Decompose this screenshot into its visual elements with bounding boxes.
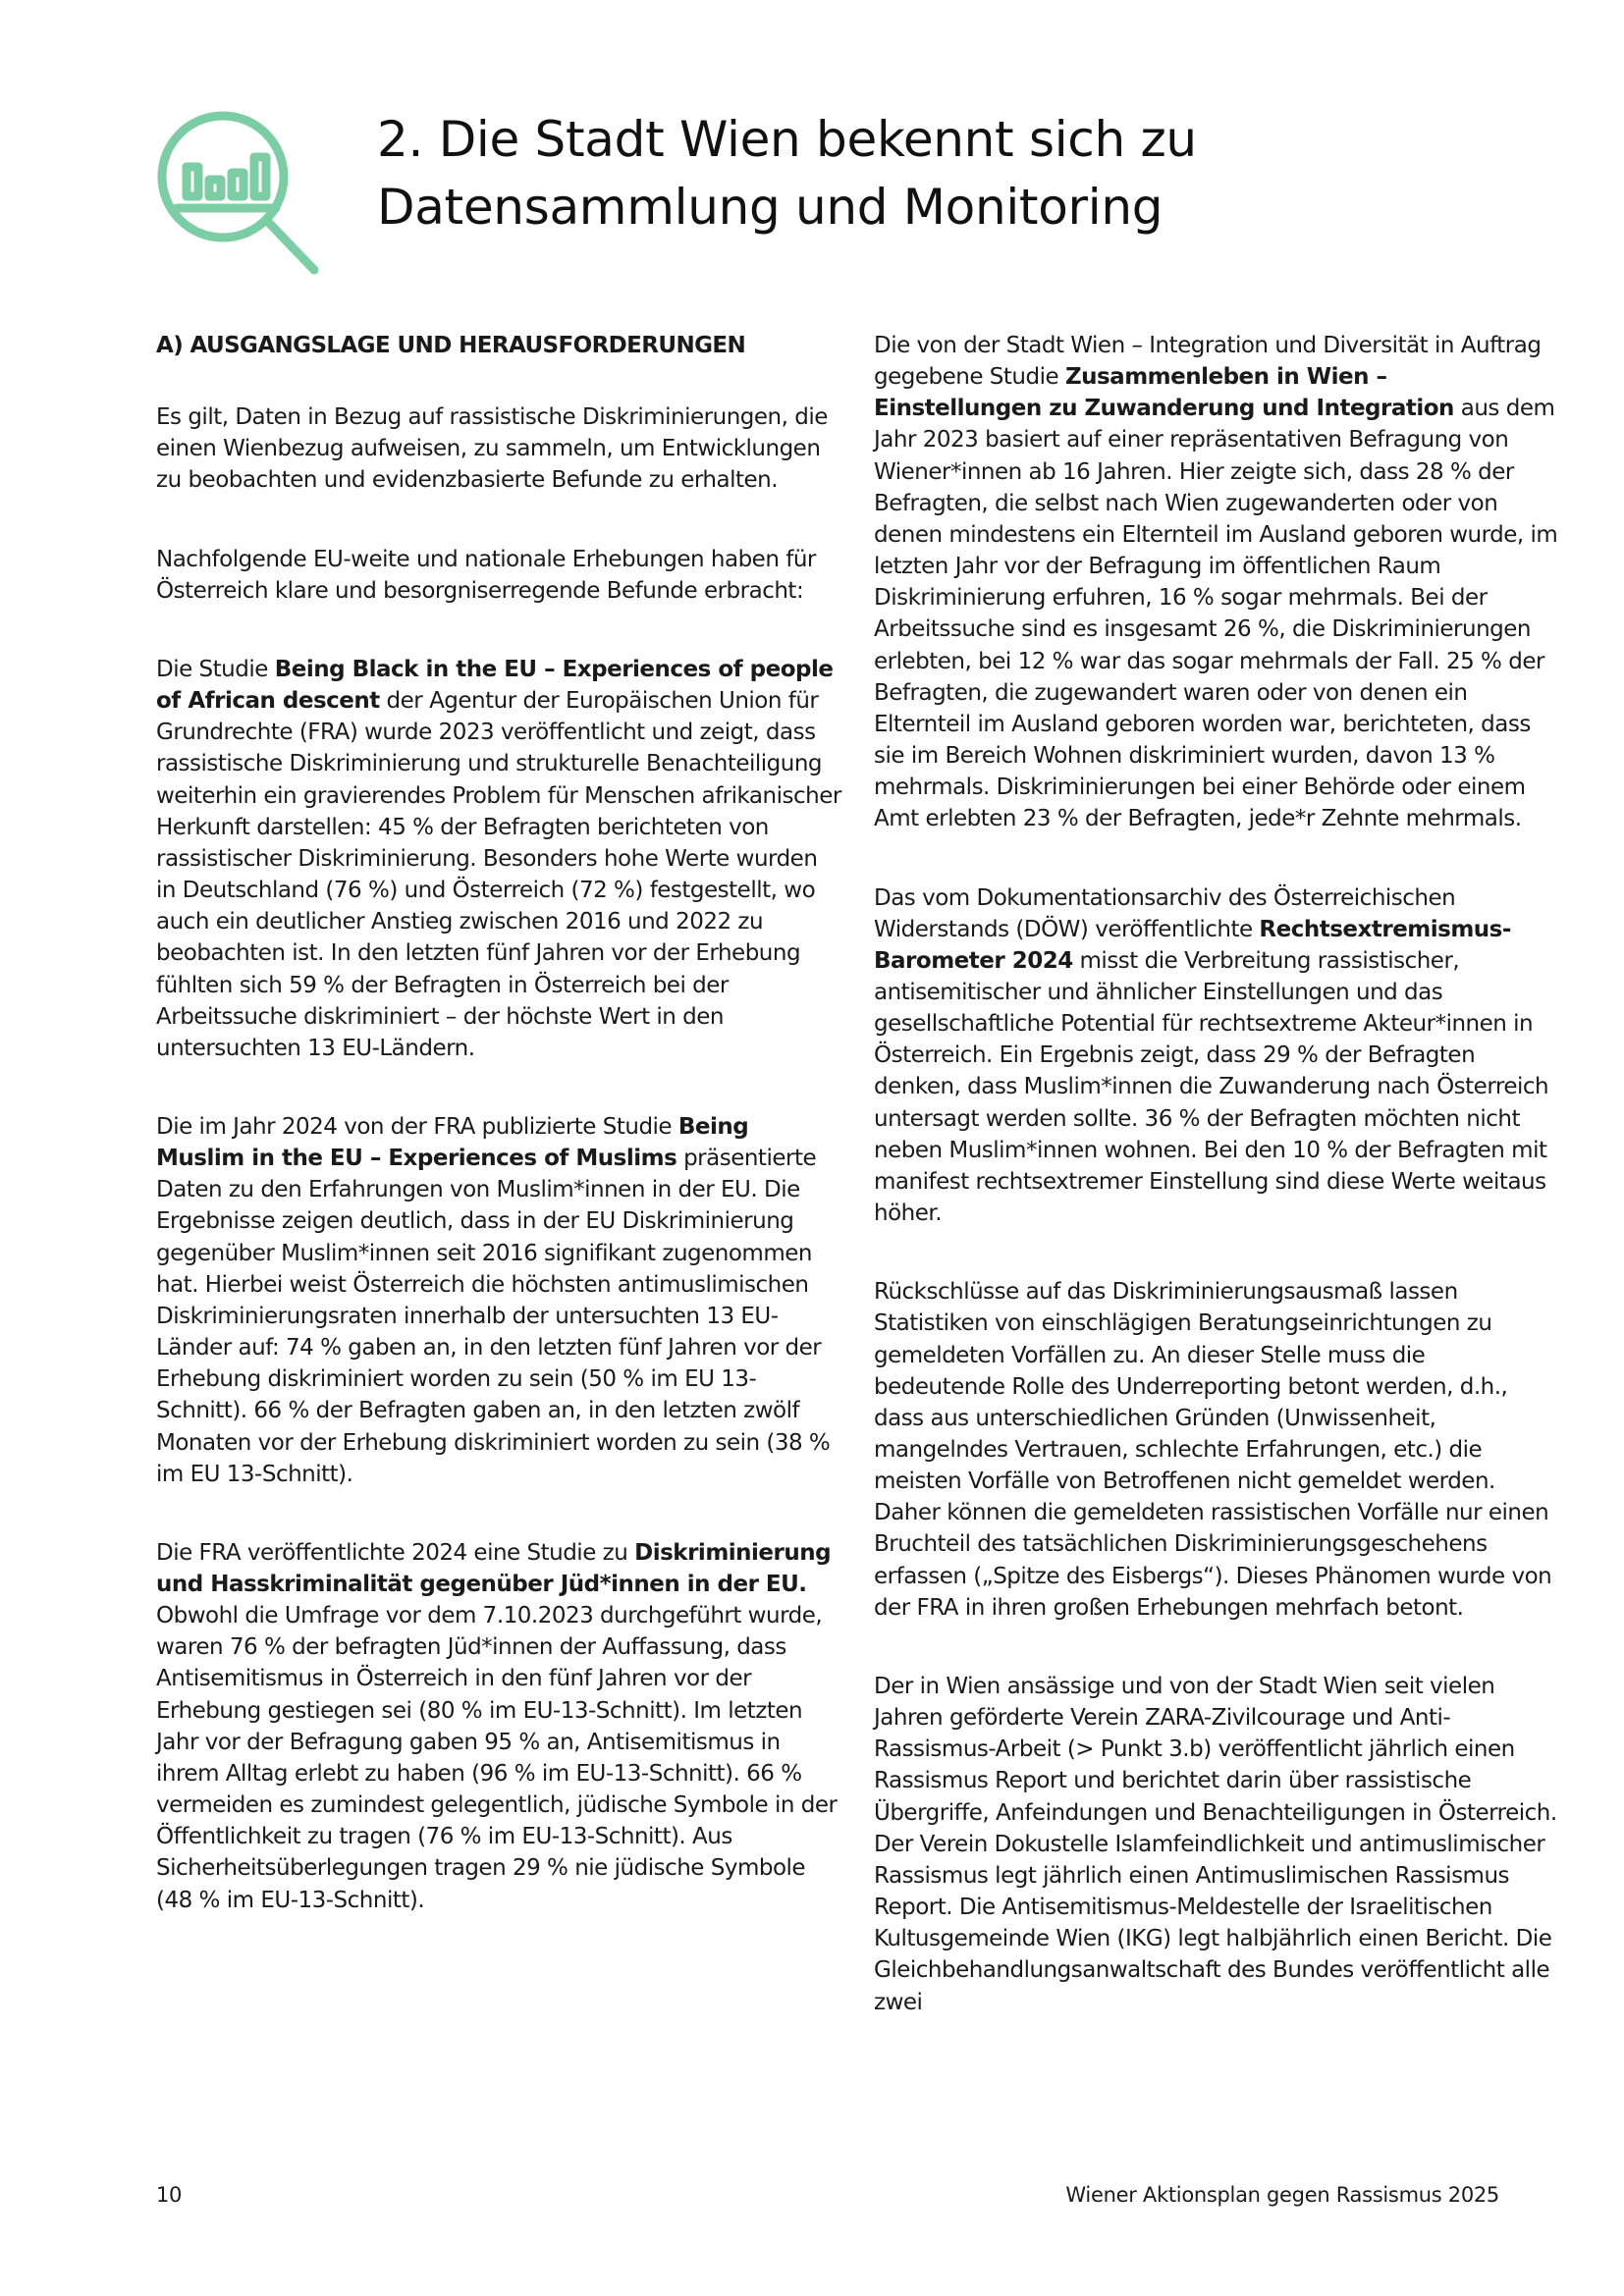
page-title-line-2: Datensammlung und Monitoring <box>377 179 1164 236</box>
magnifier-bar-chart-icon <box>152 108 329 285</box>
paragraph-underreporting: Rückschlüsse auf das Diskriminierungsausmaß lassen Statistiken von einschlägigen Beratungseinrichtungen zu gemeldeten Vorfällen zu. An dieser Stelle muss die bedeutende Rolle des Underreporting betont werden, d.h., dass aus unterschiedlichen Gründen (Unwissenheit, mangelndes Vertrauen, schlechte Erfahrungen, etc.) die meisten Vorfälle von Betroffenen nicht gemeldet werden. Daher können die gemeldeten rassistischen Vorfälle nur einen Bruchteil des tatsächlichen Diskriminierungsgeschehens erfassen („Spitze des Eisbergs“). Dieses Phänomen wurde von der FRA in ihren großen Erhebungen mehrfach betont. <box>874 1279 1552 1621</box>
right-column <box>874 330 1561 2050</box>
section-heading: A) AUSGANGSLAGE UND HERAUSFORDERUNGEN <box>156 333 746 358</box>
left-column <box>156 330 843 1948</box>
study-title-rechtsextremismus: Rechtsextremismus-Barometer 2024 <box>874 916 1511 974</box>
page-title <box>377 106 1506 241</box>
paragraph-zusammenleben: Die von der Stadt Wien – Integration und Diversität in Auftrag gegebene Studie Zusammenleben in Wien – Einstellungen zu Zuwanderung und Integration aus dem Jahr 2023 basiert auf einer repräsentativen Befragung von Wiener*innen ab 16 Jahren. Hier zeigte sich, dass 28 % der Befragten, die selbst nach Wien zugewanderten oder von denen mindestens ein Elternteil im Ausland geboren wurde, im letzten Jahr vor der Befragung im öffentlichen Raum Diskriminierung erfuhren, 16 % sogar mehrmals. Bei der Arbeitssuche sind es insgesamt 26 %, die Diskriminierungen erlebten, bei 12 % war das sogar mehrmals der Fall. 25 % der Befragten, die zugewandert waren oder von denen ein Elternteil im Ausland geboren worden war, berichteten, dass sie im Bereich Wohnen diskriminiert wurden, davon 13 % mehrmals. Diskriminierungen bei einer Behörde oder einem Amt erlebten 23 % der Befragten, jede*r Zehnte mehrmals. <box>874 333 1558 832</box>
page-title-line-1: 2. Die Stadt Wien bekennt sich zu <box>377 111 1197 168</box>
study-title-antisemitism: Diskriminierung und Hasskriminalität gegenüber Jüd*innen in der EU. <box>156 1539 832 1597</box>
publication-title: Wiener Aktionsplan gegen Rassismus 2025 <box>1065 2183 1499 2207</box>
paragraph-antisemitism: Die FRA veröffentlichte 2024 eine Studie zu Diskriminierung und Hasskriminalität gegenüber Jüd*innen in der EU. Obwohl die Umfrage vor dem 7.10.2023 durchgeführt wurde, waren 76 % der befragten Jüd*innen der Auffassung, dass Antisemitismus in Österreich in den fünf Jahren vor der Erhebung gestiegen sei (80 % im EU-13-Schnitt). Im letzten Jahr vor der Befragung gaben 95 % an, Antisemitismus in ihrem Alltag erlebt zu haben (96 % im EU-13-Schnitt). 66 % vermeiden es zumindest gelegentlich, jüdische Symbole in der Öffentlichkeit zu tragen (76 % im EU-13-Schnitt). Aus Sicherheitsüberlegungen tragen 29 % nie jüdische Symbole (48 % im EU-13-Schnitt). <box>156 1539 838 1913</box>
study-title-being-muslim: Being Muslim in the EU – Experiences of Muslims <box>156 1113 749 1172</box>
paragraph-rechtsextremismus: Das vom Dokumentationsarchiv des Österreichischen Widerstands (DÖW) veröffentlichte Rechtsextremismus-Barometer 2024 misst die Verbreitung rassistischer, antisemitischer und ähnlicher Einstellungen und das gesellschaftliche Potential für rechtsextreme Akteur*innen in Österreich. Ein Ergebnis zeigt, dass 29 % der Befragten denken, dass Muslim*innen die Zuwanderung nach Österreich untersagt werden sollte. 36 % der Befragten möchten nicht neben Muslim*innen wohnen. Bei den 10 % der Befragten mit manifest rechtsextremer Einstellung sind diese Werte weitaus höher. <box>874 884 1549 1227</box>
paragraph-being-black: Die Studie Being Black in the EU – Experiences of people of African descent der Agentur der Europäischen Union für Grundrechte (FRA) wurde 2023 veröffentlicht und zeigt, dass rassistische Diskriminierung und strukturelle Benachteiligung weiterhin ein gravierendes Problem für Menschen afrikanischer Herkunft darstellen: 45 % der Befragten berichteten von rassistischer Diskriminierung. Besonders hohe Werte wurden in Deutschland (76 %) und Österreich (72 %) festgestellt, wo auch ein deutlicher Anstieg zwischen 2016 und 2022 zu beobachten ist. In den letzten fünf Jahren vor der Erhebung fühlten sich 59 % der Befragten in Österreich bei der Arbeitssuche diskriminiert – der höchste Wert in den untersuchten 13 EU-Ländern. <box>156 656 841 1061</box>
paragraph-surveys: Nachfolgende EU-weite und nationale Erhebungen haben für Österreich klare und besorgniserregende Befunde erbracht: <box>156 546 816 604</box>
page-number: 10 <box>156 2183 183 2207</box>
study-title-zusammenleben: Zusammenleben in Wien – Einstellungen zu Zuwanderung und Integration <box>874 364 1454 422</box>
study-title-being-black: Being Black in the EU – Experiences of people of African descent <box>156 656 834 715</box>
paragraph-reports: Der in Wien ansässige und von der Stadt Wien seit vielen Jahren geförderte Verein ZARA-Zivilcourage und Anti-Rassismus-Arbeit (> Punkt 3.b) veröffentlicht jährlich einen Rassismus Report und berichtet darin über rassistische Übergriffe, Anfeindungen und Benachteiligungen in Österreich. Der Verein Dokustelle Islamfeindlichkeit und antimuslimischer Rassismus legt jährlich einen Antimuslimischen Rassismus Report. Die Antisemitismus-Meldestelle der Israelitischen Kultusgemeinde Wien (IKG) legt halbjährlich einen Bericht. Die Gleichbehandlungsanwaltschaft des Bundes veröffentlicht alle zwei <box>874 1673 1557 2015</box>
paragraph-being-muslim: Die im Jahr 2024 von der FRA publizierte Studie Being Muslim in the EU – Experiences of Muslims präsentierte Daten zu den Erfahrungen von Muslim*innen in der EU. Die Ergebnisse zeigen deutlich, dass in der EU Diskriminierung gegenüber Muslim*innen seit 2016 signifikant zugenommen hat. Hierbei weist Österreich die höchsten antimuslimischen Diskriminierungsraten innerhalb der untersuchten 13 EU-Länder auf: 74 % gaben an, in den letzten fünf Jahren vor der Erhebung diskriminiert worden zu sein (50 % im EU 13-Schnitt). 66 % der Befragten gaben an, in den letzten zwölf Monaten vor der Erhebung diskriminiert worden zu sein (38 % im EU 13-Schnitt). <box>156 1113 831 1487</box>
paragraph-intro: Es gilt, Daten in Bezug auf rassistische Diskriminierungen, die einen Wienbezug aufweisen, zu sammeln, um Entwicklungen zu beobachten und evidenzbasierte Befunde zu erhalten. <box>156 404 828 494</box>
